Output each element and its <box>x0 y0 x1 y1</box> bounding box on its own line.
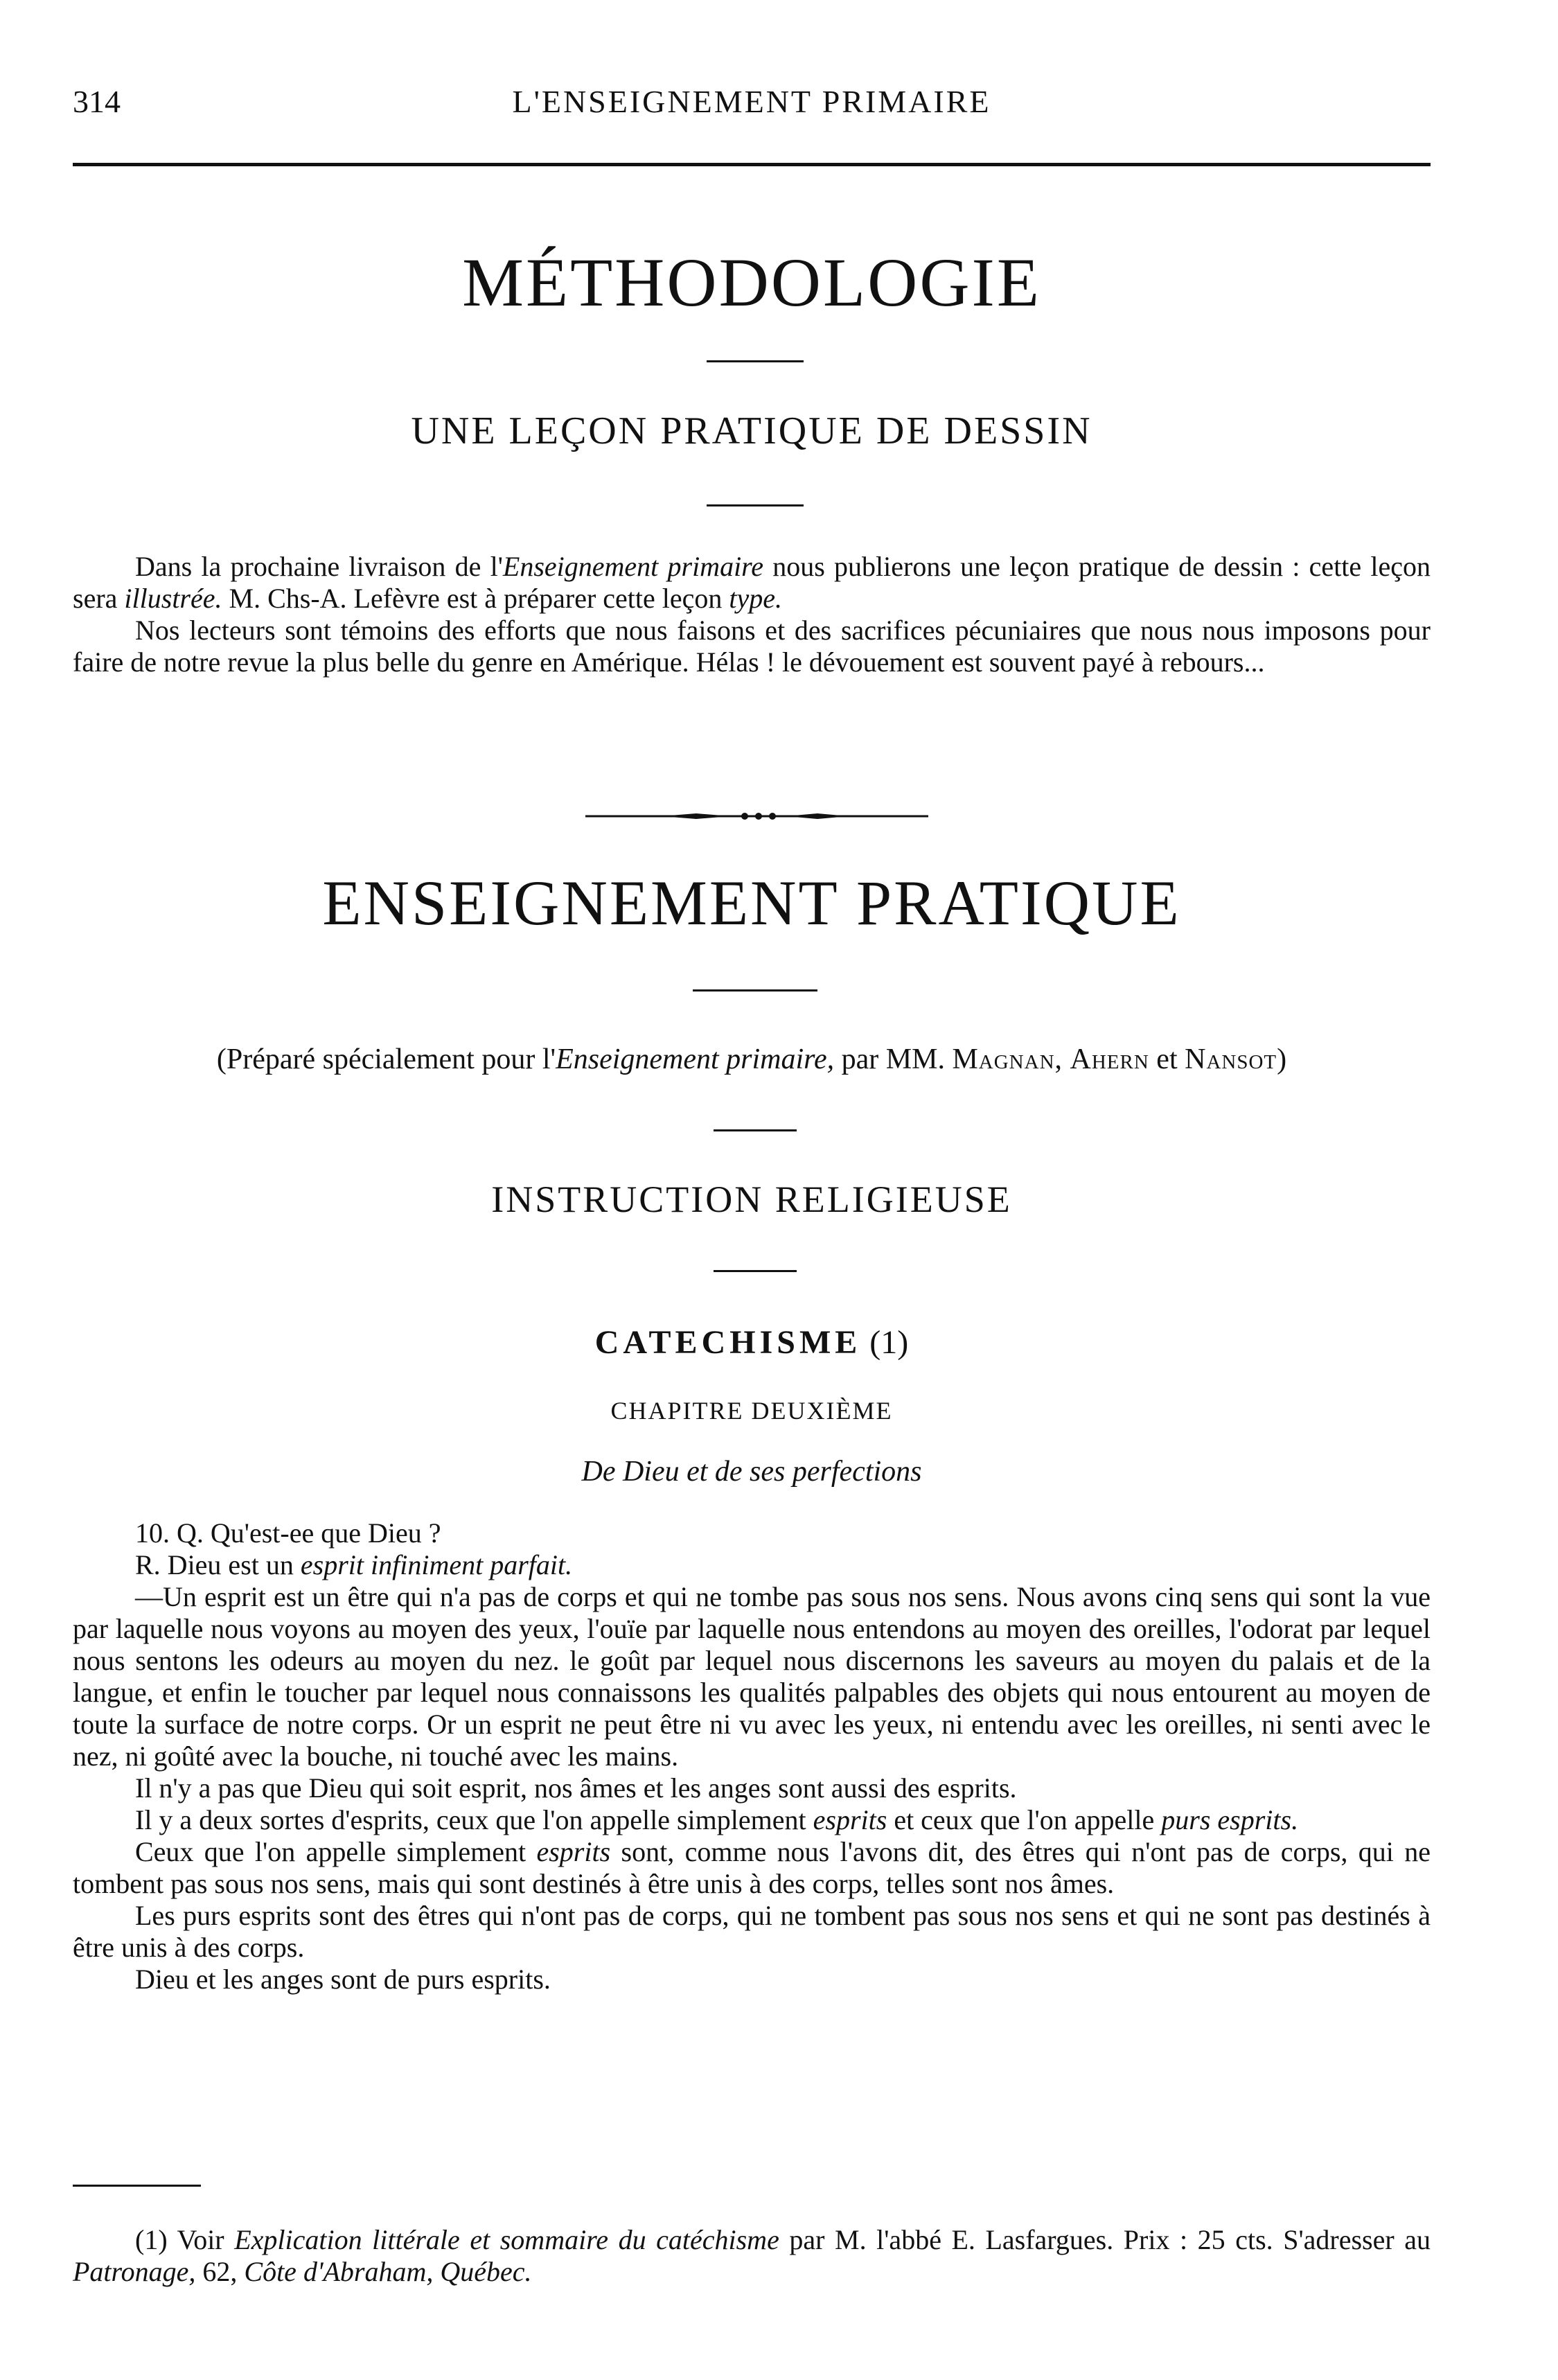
paragraph: Ceux que l'on appelle simplement esprits sont, comme nous l'avons dit, des êtres qui n'ont pas de corps, qui ne tombent pas sous nos sens, mais qui sont destinés à être unis à des corps, telles sont nos âmes. <box>73 1836 1431 1899</box>
subsection-instruction-religieuse: INSTRUCTION RELIGIEUSE <box>491 1179 1012 1220</box>
divider-rule <box>707 504 804 506</box>
divider-rule <box>714 1129 797 1131</box>
divider-rule <box>707 360 804 362</box>
paragraph: Il y a deux sortes d'esprits, ceux que l'on appelle simplement esprits et ceux que l'on appelle purs esprits. <box>135 1804 1299 1835</box>
question: 10. Q. Qu'est-ee que Dieu ? <box>135 1517 441 1549</box>
paragraph: —Un esprit est un être qui n'a pas de corps et qui ne tombe pas sous nos sens. Nous avons cinq sens qui sont la vue par laquelle nous voyons au moyen des yeux, l'ouïe par laquelle nous entendons au moyen des oreilles, l'odorat par lequel nous sentons les odeurs au moyen du nez. le goût par lequel nous discernons les saveurs au moyen du palais et de la langue, et enfin le toucher par lequel nous connaissons les qualités palpables des objets qui nous entourent au moyen de toute la surface de notre corps. Or un esprit ne peut être ni vu avec les yeux, ni entendu avec les oreilles, ni senti avec le nez, ni goûté avec la bouche, ni touché avec les mains. <box>73 1581 1431 1772</box>
ornamental-rule <box>585 811 928 822</box>
catechism-body <box>73 1517 1431 1995</box>
divider-rule <box>714 1270 797 1272</box>
header-rule <box>73 163 1431 166</box>
paragraph: Les purs esprits sont des êtres qui n'ont pas de corps, qui ne tombent pas sous nos sens et qui ne sont pas destinés à être unis à des corps. <box>73 1900 1431 1963</box>
section-title-enseignement-pratique: ENSEIGNEMENT PRATIQUE <box>322 867 1181 938</box>
footnote-ref: (1) <box>869 1324 909 1361</box>
divider-rule <box>693 989 817 991</box>
paragraph: Dans la prochaine livraison de l'Enseignement primaire nous publierons une leçon pratique de dessin : cette leçon sera illustrée. M. Chs-A. Lefèvre est à préparer cette leçon type. <box>73 551 1431 614</box>
running-title: L'ENSEIGNEMENT PRIMAIRE <box>512 84 991 119</box>
paragraph: Nos lecteurs sont témoins des efforts que nous faisons et des sacrifices pécuniaires que nous nous imposons pour faire de notre revue la plus belle du genre en Amérique. Hélas ! le dévouement est souvent payé à rebours... <box>73 615 1431 678</box>
byline: (Préparé spécialement pour l'Enseignement primaire, par MM. Magnan, Ahern et Nansot) <box>216 1043 1287 1075</box>
running-head <box>73 83 1431 132</box>
chapter-heading: CHAPITRE DEUXIÈME <box>610 1397 893 1425</box>
page-number: 314 <box>73 84 121 119</box>
footnote: (1) Voir Explication littérale et sommaire du catéchisme par M. l'abbé E. Lasfargues. Prix : 25 cts. S'adresser au Patronage, 62, Côte d'Abraham, Québec. <box>73 2224 1431 2287</box>
heading-catechisme: CATECHISME (1) <box>594 1324 909 1361</box>
paragraph: Dieu et les anges sont de purs esprits. <box>135 1964 551 1995</box>
intro-paragraphs <box>73 551 1431 678</box>
chapter-title: De Dieu et de ses perfections <box>581 1456 922 1488</box>
paragraph: Il n'y a pas que Dieu qui soit esprit, nos âmes et les anges sont aussi des esprits. <box>135 1772 1017 1804</box>
footnote-rule <box>73 2185 201 2187</box>
answer: R. Dieu est un esprit infiniment parfait. <box>135 1549 573 1580</box>
section-title-methodologie: MÉTHODOLOGIE <box>462 244 1041 321</box>
section-subtitle-lecon-dessin: UNE LEÇON PRATIQUE DE DESSIN <box>411 409 1092 452</box>
